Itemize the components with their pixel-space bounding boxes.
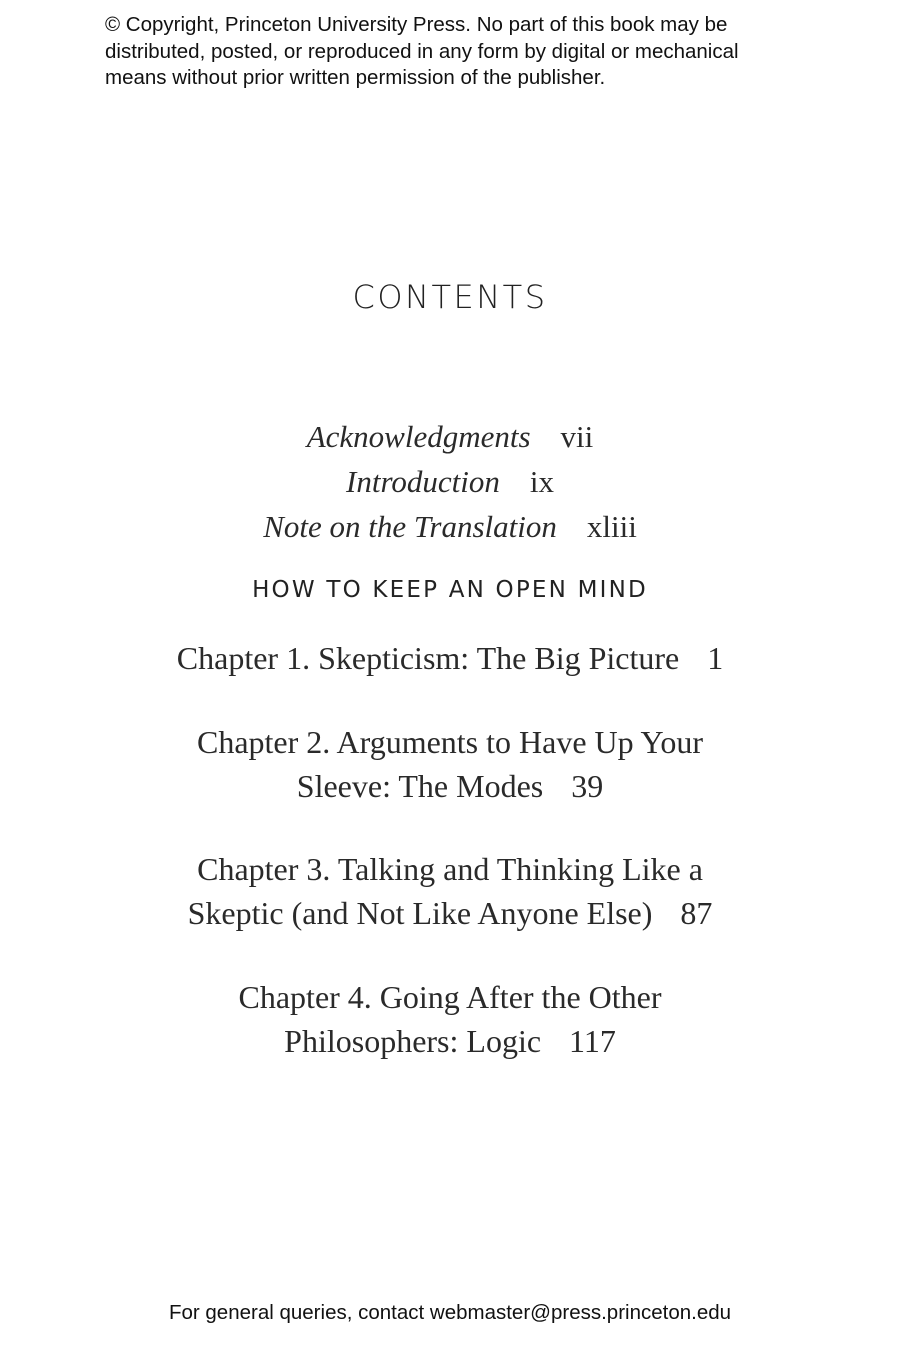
toc-entry-page: 1 xyxy=(707,640,724,676)
toc-entry-chapter-3[interactable] xyxy=(0,847,900,935)
chapter-title-text: Philosophers: Logic xyxy=(284,1023,542,1059)
chapter-title-line: Chapter 4. Going After the Other xyxy=(238,979,662,1015)
copyright-line: distributed, posted, or reproduced in any form by digital or mechanical xyxy=(105,39,739,63)
toc-entry-page: vii xyxy=(560,419,594,454)
chapter-title-line xyxy=(0,636,900,680)
chapter-title-text: Chapter 1. Skepticism: The Big Picture xyxy=(176,640,680,676)
chapter-title-text: Sleeve: The Modes xyxy=(296,768,544,804)
copyright-line: © Copyright, Princeton University Press. No part of this book may be xyxy=(105,13,728,36)
toc-entry-note-on-translation[interactable] xyxy=(0,504,900,549)
toc-entry-label: Acknowledgments xyxy=(306,419,531,454)
chapter-title-line xyxy=(0,1019,900,1063)
toc-entry-page: xliii xyxy=(586,509,637,544)
toc-entry-introduction[interactable] xyxy=(0,459,900,504)
toc-entry-label: Introduction xyxy=(346,464,500,499)
part-heading: HOW TO KEEP AN OPEN MIND xyxy=(252,577,648,603)
copyright-line: means without prior written permission of the publisher. xyxy=(105,66,606,89)
toc-entry-chapter-2[interactable] xyxy=(0,720,900,808)
front-matter-list xyxy=(0,414,900,549)
page-title: CONTENTS xyxy=(352,278,548,316)
toc-entry-page: 117 xyxy=(569,1023,616,1059)
toc-entry-page: ix xyxy=(529,464,554,499)
copyright-notice xyxy=(105,12,825,92)
chapter-title-line xyxy=(0,764,900,808)
toc-entry-acknowledgments[interactable] xyxy=(0,414,900,459)
chapter-title-line xyxy=(0,891,900,935)
toc-entry-page: 39 xyxy=(571,768,604,804)
toc-entry-page: 87 xyxy=(680,895,713,931)
chapter-title-text: Skeptic (and Not Like Anyone Else) xyxy=(187,895,653,931)
footer-contact: For general queries, contact webmaster@press.princeton.edu xyxy=(168,1301,732,1324)
toc-entry-chapter-1[interactable] xyxy=(0,636,900,680)
chapter-title-line: Chapter 3. Talking and Thinking Like a xyxy=(197,851,703,887)
toc-entry-label: Note on the Translation xyxy=(263,509,557,544)
toc-entry-chapter-4[interactable] xyxy=(0,975,900,1063)
chapter-title-line: Chapter 2. Arguments to Have Up Your xyxy=(196,724,704,760)
